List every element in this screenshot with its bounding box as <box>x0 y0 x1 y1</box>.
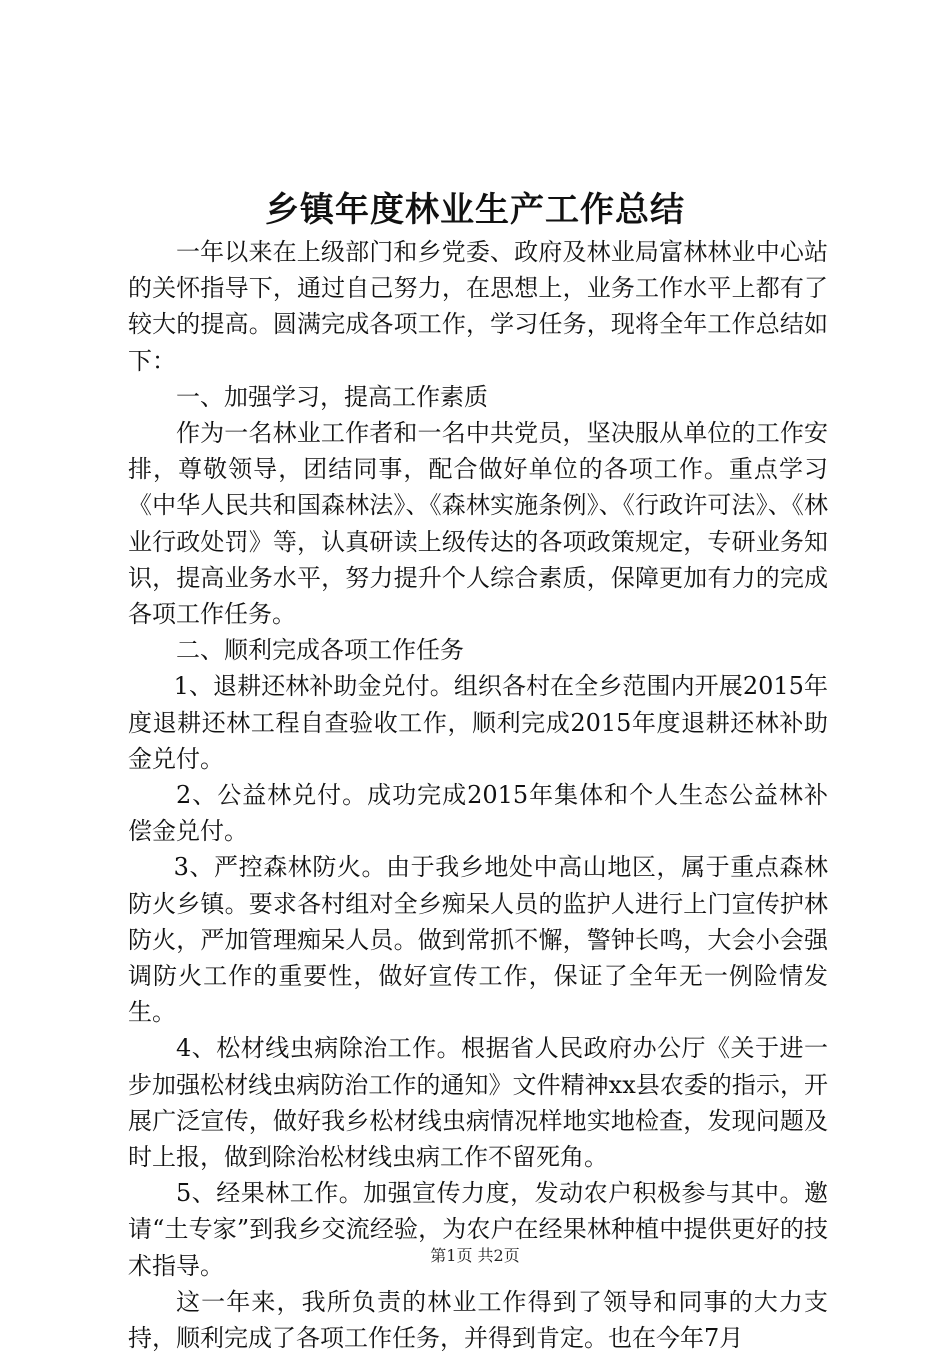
section-1-paragraph: 作为一名林业工作者和一名中共党员，坚决服从单位的工作安排，尊敬领导，团结同事，配合做好单位的各项工作。重点学习《中华人民共和国森林法》、《森林实施条例》、《行政许可法》、《林业行政处罚》等，认真研读上级传达的各项政策规定，专研业务知识，提高业务水平，努力提升个人综合素质，保障更加有力的完成各项工作任务。 <box>128 419 828 629</box>
closing-paragraph: 这一年来，我所负责的林业工作得到了领导和同事的大力支持，顺利完成了各项工作任务，并得到肯定。也在今年7月 <box>128 1287 828 1353</box>
item-4-paragraph: 4、松材线虫病除治工作。根据省人民政府办公厅《关于进一步加强松材线虫病防治工作的通知》文件精神xx县农委的指示，开展广泛宣传，做好我乡松材线虫病情况样地实地检查，发现问题及时上报，做到除治松材线虫病工作不留死角。 <box>128 1034 828 1172</box>
page-number-footer: 第1页 共2页 <box>430 1246 520 1265</box>
section-heading-2: 二、顺利完成各项工作任务 <box>176 636 464 665</box>
intro-paragraph: 一年以来在上级部门和乡党委、政府及林业局富林林业中心站的关怀指导下，通过自己努力，在思想上，业务工作水平上都有了较大的提高。圆满完成各项工作，学习任务，现将全年工作总结如下： <box>128 238 828 375</box>
item-1-paragraph: 1、退耕还林补助金兑付。组织各村在全乡范围内开展2015年度退耕还林工程自查验收工作，顺利完成2015年度退耕还林补助金兑付。 <box>128 672 828 773</box>
document-title: 乡镇年度林业生产工作总结 <box>265 190 685 230</box>
document-body <box>128 234 828 1356</box>
section-heading-1: 一、加强学习，提高工作素质 <box>176 382 488 411</box>
item-5-paragraph: 5、经果林工作。加强宣传力度，发动农户积极参与其中。邀请“土专家”到我乡交流经验，为农户在经果林种植中提供更好的技术指导。 <box>128 1179 828 1280</box>
item-3-paragraph: 3、严控森林防火。由于我乡地处中高山地区，属于重点森林防火乡镇。要求各村组对全乡痴呆人员的监护人进行上门宣传护林防火，严加管理痴呆人员。做到常抓不懈，警钟长鸣，大会小会强调防火工作的重要性，做好宣传工作，保证了全年无一例险情发生。 <box>128 853 828 1027</box>
item-2-paragraph: 2、公益林兑付。成功完成2015年集体和个人生态公益林补偿金兑付。 <box>128 781 828 846</box>
